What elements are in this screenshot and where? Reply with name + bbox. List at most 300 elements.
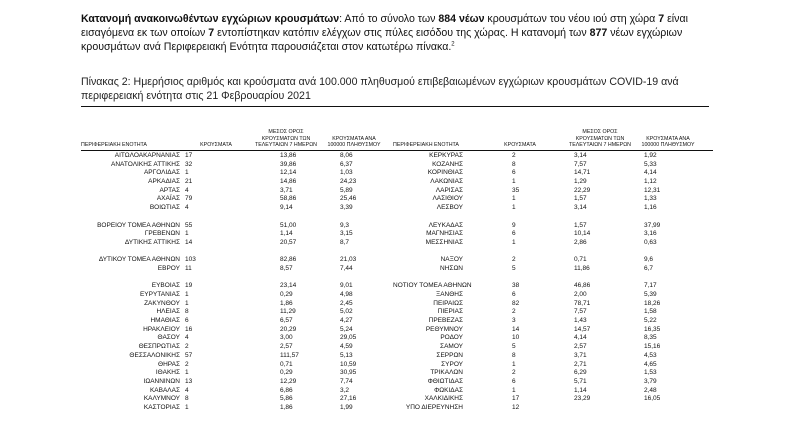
cell-avg bbox=[574, 404, 644, 413]
cell-avg: 0,29 bbox=[280, 369, 293, 377]
table-row bbox=[81, 387, 393, 396]
header-cases-right: ΚΡΟΥΣΜΑΤΑ bbox=[504, 142, 536, 149]
cell-unit: ΛΑΚΩΝΙΑΣ bbox=[430, 178, 463, 186]
table-row bbox=[393, 308, 713, 317]
cell-avg: 9,14 bbox=[280, 204, 293, 212]
cell-per100k: 1,58 bbox=[644, 308, 657, 316]
table-row bbox=[393, 195, 713, 204]
cell-unit: ΗΛΕΙΑΣ bbox=[156, 308, 180, 316]
cell-cases: 103 bbox=[185, 256, 196, 264]
table-row bbox=[393, 387, 713, 396]
cell-avg: 8,57 bbox=[280, 264, 293, 272]
header-per100k-right: ΚΡΟΥΣΜΑΤΑ ΑΝΑ 100000 ΠΛΗΘΥΣΜΟΥ bbox=[641, 135, 695, 149]
cell-unit: ΗΡΑΚΛΕΙΟΥ bbox=[143, 325, 180, 333]
cell-avg: 1,14 bbox=[280, 230, 293, 238]
cell-per100k: 4,98 bbox=[340, 291, 353, 298]
cell-unit: ΛΕΣΒΟΥ bbox=[436, 204, 463, 212]
table-row bbox=[393, 317, 713, 326]
header-avg-right: ΜΕΣΟΣ ΟΡΟΣ ΚΡΟΥΣΜΑΤΩΝ ΤΩΝ ΤΕΛΕΥΤΑΙΩΝ 7 ΗΜΕΡΩΝ bbox=[569, 129, 631, 149]
table-header-left bbox=[81, 127, 411, 149]
cell-unit: ΑΝΑΤΟΛΙΚΗΣ ΑΤΤΙΚΗΣ bbox=[111, 160, 180, 168]
table-row bbox=[81, 326, 393, 335]
cell-unit: ΔΥΤΙΚΟΥ ΤΟΜΕΑ ΑΘΗΝΩΝ bbox=[98, 256, 180, 264]
table-row bbox=[81, 204, 393, 213]
table-row-spacer bbox=[393, 248, 713, 257]
cell-per100k: 0,63 bbox=[644, 238, 657, 246]
cell-cases: 55 bbox=[185, 221, 193, 229]
table-row bbox=[81, 361, 393, 370]
cell-unit: ΑΧΑΪΑΣ bbox=[156, 195, 180, 203]
cell-unit: ΙΘΑΚΗΣ bbox=[155, 369, 180, 377]
cell-avg: 6,29 bbox=[574, 369, 587, 377]
cell-per100k: 7,74 bbox=[340, 377, 353, 385]
table-header-right bbox=[393, 127, 713, 149]
header-unit: ΠΕΡΙΦΕΡΕΙΑΚΗ ΕΝΟΤΗΤΑ bbox=[81, 142, 147, 149]
table-row bbox=[393, 230, 713, 239]
cell-per100k: 16,05 bbox=[644, 395, 661, 403]
intro-domestic: 877 bbox=[589, 27, 608, 40]
cell-per100k: 25,46 bbox=[340, 195, 357, 203]
cell-unit: ΜΑΓΝΗΣΙΑΣ bbox=[426, 230, 463, 238]
cell-per100k: 10,59 bbox=[340, 360, 357, 368]
cell-unit: ΕΥΡΥΤΑΝΙΑΣ bbox=[139, 291, 180, 298]
caption-divider bbox=[81, 106, 709, 107]
cell-unit: ΦΘΙΩΤΙΔΑΣ bbox=[427, 377, 463, 385]
table-row bbox=[81, 256, 393, 265]
intro-imported: 7 bbox=[658, 13, 665, 25]
cell-unit: ΣΑΜΟΥ bbox=[440, 343, 463, 351]
cell-per100k: 5,13 bbox=[340, 351, 353, 359]
cell-cases: 1 bbox=[185, 291, 189, 298]
cell-avg: 1,86 bbox=[280, 403, 293, 411]
cell-cases: 17 bbox=[185, 152, 193, 159]
cell-unit: ΡΕΘΥΜΝΟΥ bbox=[425, 325, 463, 333]
cell-cases: 1 bbox=[185, 369, 189, 377]
table-row bbox=[393, 152, 713, 161]
cell-avg: 0,71 bbox=[280, 360, 293, 368]
cell-per100k: 3,16 bbox=[644, 230, 657, 238]
cell-avg: 6,86 bbox=[280, 386, 293, 394]
cell-per100k: 5,02 bbox=[340, 308, 353, 316]
cell-unit: ΛΕΥΚΑΔΑΣ bbox=[428, 221, 463, 229]
cell-unit: ΦΩΚΙΔΑΣ bbox=[434, 386, 463, 394]
table-row bbox=[81, 334, 393, 343]
cell-unit: ΖΑΚΥΝΘΟΥ bbox=[144, 299, 180, 307]
cell-avg: 20,57 bbox=[280, 238, 297, 246]
cell-per100k: 21,03 bbox=[340, 256, 357, 264]
cell-unit: ΔΥΤΙΚΗΣ ΑΤΤΙΚΗΣ bbox=[124, 238, 180, 246]
cell-unit: ΠΙΕΡΙΑΣ bbox=[437, 308, 463, 316]
cell-cases: 2 bbox=[185, 360, 189, 368]
data-table-right bbox=[393, 152, 713, 413]
cell-per100k: 3,79 bbox=[644, 377, 657, 385]
cell-cases: 1 bbox=[512, 238, 516, 246]
cell-avg: 0,71 bbox=[574, 256, 587, 264]
cell-per100k: 7,44 bbox=[340, 264, 353, 272]
table-row bbox=[81, 291, 393, 300]
cell-avg: 3,71 bbox=[574, 351, 587, 359]
cell-cases: 57 bbox=[185, 351, 193, 359]
cell-per100k: 1,16 bbox=[644, 204, 657, 212]
cell-per100k: 1,92 bbox=[644, 152, 657, 159]
table-row bbox=[393, 334, 713, 343]
cell-avg: 1,43 bbox=[574, 317, 587, 325]
cell-unit: ΛΑΣΙΘΙΟΥ bbox=[432, 195, 463, 203]
cell-cases: 5 bbox=[512, 264, 516, 272]
cell-unit: ΧΑΛΚΙΔΙΚΗΣ bbox=[424, 395, 463, 403]
cell-unit: ΑΡΚΑΔΙΑΣ bbox=[148, 178, 180, 186]
cell-per100k bbox=[644, 404, 684, 413]
cell-avg: 2,71 bbox=[574, 360, 587, 368]
table-row bbox=[81, 265, 393, 274]
table-row bbox=[81, 404, 393, 413]
cell-cases: 8 bbox=[512, 160, 516, 168]
cell-avg: 111,57 bbox=[280, 351, 299, 359]
cell-unit: ΘΕΣΣΑΛΟΝΙΚΗΣ bbox=[129, 351, 180, 359]
cell-cases: 5 bbox=[512, 343, 516, 351]
cell-cases: 13 bbox=[185, 377, 193, 385]
cell-per100k: 3,39 bbox=[340, 204, 353, 212]
table-row bbox=[81, 282, 393, 291]
cell-avg: 12,29 bbox=[280, 377, 297, 385]
cell-cases: 1 bbox=[185, 299, 189, 307]
cell-per100k: 1,33 bbox=[644, 195, 657, 203]
cell-unit: ΡΟΔΟΥ bbox=[440, 334, 463, 342]
cell-cases: 6 bbox=[185, 317, 189, 325]
table-row-spacer bbox=[81, 213, 393, 222]
table-row bbox=[81, 161, 393, 170]
cell-avg: 13,86 bbox=[280, 152, 297, 159]
header-avg: ΜΕΣΟΣ ΟΡΟΣ ΚΡΟΥΣΜΑΤΩΝ ΤΩΝ ΤΕΛΕΥΤΑΙΩΝ 7 ΗΜΕΡΩΝ bbox=[255, 129, 317, 149]
cell-avg: 14,57 bbox=[574, 325, 591, 333]
cell-unit: ΣΥΡΟΥ bbox=[441, 360, 463, 368]
cell-cases: 1 bbox=[185, 169, 189, 177]
table-row bbox=[81, 178, 393, 187]
table-row bbox=[81, 152, 393, 161]
table-row bbox=[393, 204, 713, 213]
cell-per100k: 3,15 bbox=[340, 230, 353, 238]
cell-cases: 1 bbox=[512, 178, 516, 186]
table-row bbox=[81, 195, 393, 204]
intro-text-4: εντοπίστηκαν κατόπιν ελέγχων στις πύλες εισόδου της χώρας. Η κατανομή των bbox=[214, 27, 590, 40]
cell-per100k: 2,48 bbox=[644, 386, 657, 394]
table-row bbox=[81, 352, 393, 361]
cell-cases: 2 bbox=[512, 152, 516, 159]
cell-cases: 35 bbox=[512, 186, 520, 194]
cell-avg: 1,57 bbox=[574, 195, 587, 203]
cell-unit: ΣΕΡΡΩΝ bbox=[436, 351, 463, 359]
cell-per100k: 5,22 bbox=[644, 317, 657, 325]
table-row bbox=[81, 378, 393, 387]
cell-unit: ΛΑΡΙΣΑΣ bbox=[435, 186, 463, 194]
cell-avg: 5,71 bbox=[574, 377, 587, 385]
cell-unit: ΒΟΙΩΤΙΑΣ bbox=[149, 204, 180, 212]
cell-cases: 1 bbox=[185, 230, 189, 238]
cell-per100k: 30,95 bbox=[340, 369, 357, 377]
table-row bbox=[393, 239, 713, 248]
cell-per100k: 5,33 bbox=[644, 160, 657, 168]
cell-cases: 1 bbox=[512, 386, 516, 394]
cell-unit: ΚΑΣΤΟΡΙΑΣ bbox=[143, 403, 180, 411]
table-caption: Πίνακας 2: Ημερήσιος αριθμός και κρούσματα ανά 100.000 πληθυσμού επιβεβαιωμένων εγχώριων κρουσμάτων COVID-19 ανά περιφερειακή ενότητα στις 21 Φεβρουαρίου 2021 bbox=[81, 76, 679, 103]
cell-avg: 1,14 bbox=[574, 386, 587, 394]
table-row bbox=[393, 178, 713, 187]
cell-per100k: 12,31 bbox=[644, 186, 661, 194]
cell-cases: 21 bbox=[185, 178, 193, 186]
cell-avg: 10,14 bbox=[574, 230, 591, 238]
cell-unit: ΑΡΓΟΛΙΔΑΣ bbox=[143, 169, 180, 177]
table-row bbox=[81, 230, 393, 239]
table-row bbox=[393, 169, 713, 178]
cell-per100k: 9,3 bbox=[340, 221, 350, 229]
table-row bbox=[393, 352, 713, 361]
cell-unit: ΥΠΟ ΔΙΕΡΕΥΝΗΣΗ bbox=[405, 403, 463, 411]
cell-cases: 32 bbox=[185, 160, 193, 168]
cell-unit: ΚΟΖΑΝΗΣ bbox=[432, 160, 463, 168]
table-row bbox=[393, 256, 713, 265]
cell-unit: ΕΒΡΟΥ bbox=[157, 264, 180, 272]
cell-per100k: 1,12 bbox=[644, 178, 657, 186]
cell-avg: 2,57 bbox=[280, 343, 293, 351]
table-row bbox=[81, 395, 393, 404]
table-row bbox=[393, 378, 713, 387]
cell-per100k: 16,35 bbox=[644, 325, 661, 333]
cell-unit: ΚΑΛΥΜΝΟΥ bbox=[143, 395, 180, 403]
cell-cases: 6 bbox=[512, 230, 516, 238]
cell-cases: 8 bbox=[185, 395, 189, 403]
table-row-spacer bbox=[81, 274, 393, 283]
cell-avg: 2,00 bbox=[574, 291, 587, 298]
cell-cases: 79 bbox=[185, 195, 193, 203]
cell-avg: 7,57 bbox=[574, 160, 587, 168]
table-row bbox=[393, 282, 713, 291]
cell-avg: 11,29 bbox=[280, 308, 296, 316]
cell-cases: 14 bbox=[512, 325, 520, 333]
table-row bbox=[81, 317, 393, 326]
header-cases: ΚΡΟΥΣΜΑΤΑ bbox=[200, 142, 232, 149]
cell-unit: ΜΕΣΣΗΝΙΑΣ bbox=[425, 238, 463, 246]
cell-per100k: 1,53 bbox=[644, 369, 657, 377]
cell-per100k: 37,99 bbox=[644, 221, 661, 229]
cell-avg: 14,86 bbox=[280, 178, 297, 186]
table-row bbox=[393, 343, 713, 352]
cell-avg: 22,29 bbox=[574, 186, 591, 194]
cell-avg: 1,57 bbox=[574, 221, 587, 229]
cell-avg: 3,14 bbox=[574, 204, 587, 212]
table-row bbox=[81, 169, 393, 178]
cell-per100k: 6,7 bbox=[644, 264, 654, 272]
cell-cases: 1 bbox=[512, 360, 516, 368]
cell-per100k: 3,2 bbox=[340, 386, 350, 394]
cell-unit: ΑΙΤΩΛΟΑΚΑΡΝΑΝΙΑΣ bbox=[114, 152, 180, 159]
cell-cases: 17 bbox=[512, 395, 520, 403]
cell-per100k: 15,16 bbox=[644, 343, 661, 351]
cell-cases: 6 bbox=[512, 377, 516, 385]
cell-unit: ΞΑΝΘΗΣ bbox=[435, 291, 463, 298]
cell-avg: 3,71 bbox=[280, 186, 293, 194]
table-row-spacer bbox=[81, 248, 393, 257]
cell-per100k: 1,99 bbox=[340, 403, 353, 411]
intro-text-2: κρουσμάτων του νέου ιού στη χώρα bbox=[484, 13, 659, 25]
cell-avg: 11,86 bbox=[574, 264, 590, 272]
intro-gate-detected: 7 bbox=[208, 27, 215, 40]
header-unit-right: ΠΕΡΙΦΕΡΕΙΑΚΗ ΕΝΟΤΗΤΑ bbox=[393, 142, 459, 149]
cell-avg: 51,00 bbox=[280, 221, 297, 229]
table-row bbox=[393, 369, 713, 378]
cell-unit: ΚΑΒΑΛΑΣ bbox=[149, 386, 180, 394]
cell-cases: 2 bbox=[185, 343, 189, 351]
cell-avg: 4,14 bbox=[574, 334, 587, 342]
cell-per100k: 6,37 bbox=[340, 160, 353, 168]
cell-cases: 8 bbox=[512, 351, 516, 359]
cell-avg: 14,71 bbox=[574, 169, 591, 177]
table-row bbox=[81, 187, 393, 196]
intro-heading: Κατανομή ανακοινωθέντων εγχώριων κρουσμάτων bbox=[81, 13, 340, 25]
cell-avg: 6,57 bbox=[280, 317, 293, 325]
table-row bbox=[81, 343, 393, 352]
cell-cases: 2 bbox=[512, 308, 516, 316]
cell-cases: 2 bbox=[512, 256, 516, 264]
cell-avg: 78,71 bbox=[574, 299, 591, 307]
table-row bbox=[393, 265, 713, 274]
cell-unit: ΗΜΑΘΙΑΣ bbox=[150, 317, 180, 325]
cell-avg: 7,57 bbox=[574, 308, 587, 316]
cell-unit: ΝΟΤΙΟΥ ΤΟΜΕΑ ΑΘΗΝΩΝ bbox=[393, 282, 472, 290]
cell-avg: 3,14 bbox=[574, 152, 587, 159]
cell-unit: ΝΗΣΩΝ bbox=[440, 264, 463, 272]
cell-per100k: 8,35 bbox=[644, 334, 657, 342]
table-row bbox=[393, 187, 713, 196]
table-row bbox=[81, 308, 393, 317]
cell-cases: 82 bbox=[512, 299, 520, 307]
cell-avg: 12,14 bbox=[280, 169, 297, 177]
cell-avg: 20,29 bbox=[280, 325, 297, 333]
cell-per100k: 4,53 bbox=[644, 351, 657, 359]
table-row-spacer bbox=[393, 274, 713, 283]
intro-paragraph bbox=[81, 12, 709, 55]
cell-cases: 9 bbox=[512, 221, 516, 229]
header-underline-left bbox=[81, 150, 393, 151]
cell-per100k: 9,6 bbox=[644, 256, 654, 264]
table-row bbox=[81, 222, 393, 231]
cell-cases: 1 bbox=[185, 403, 189, 411]
cell-avg: 39,86 bbox=[280, 160, 297, 168]
cell-unit: ΘΗΡΑΣ bbox=[158, 360, 180, 368]
cell-per100k: 9,01 bbox=[340, 282, 353, 290]
cell-per100k: 4,14 bbox=[644, 169, 657, 177]
cell-per100k: 24,23 bbox=[340, 178, 357, 186]
cell-cases: 14 bbox=[185, 238, 193, 246]
cell-cases: 16 bbox=[185, 325, 193, 333]
cell-unit: ΝΑΞΟΥ bbox=[440, 256, 463, 264]
cell-per100k: 1,03 bbox=[340, 169, 353, 177]
cell-cases: 19 bbox=[185, 282, 193, 290]
cell-unit: ΓΡΕΒΕΝΩΝ bbox=[144, 230, 180, 238]
cell-per100k: 8,7 bbox=[340, 238, 350, 246]
table-row bbox=[393, 395, 713, 404]
table-row bbox=[393, 300, 713, 309]
cell-unit: ΠΡΕΒΕΖΑΣ bbox=[428, 317, 463, 325]
cell-avg: 1,86 bbox=[280, 299, 293, 307]
cell-cases: 8 bbox=[185, 308, 189, 316]
table-row-spacer bbox=[393, 213, 713, 222]
header-per100k: ΚΡΟΥΣΜΑΤΑ ΑΝΑ 100000 ΠΛΗΘΥΣΜΟΥ bbox=[327, 135, 381, 149]
cell-avg: 82,86 bbox=[280, 256, 297, 264]
intro-text-3: είναι εισαγόμενα εκ των οποίων bbox=[81, 13, 688, 40]
intro-total-new: 884 νέων bbox=[438, 13, 485, 25]
cell-unit: ΘΑΣΟΥ bbox=[157, 334, 180, 342]
cell-avg: 23,14 bbox=[280, 282, 297, 290]
footnote-marker: 2 bbox=[451, 41, 455, 48]
cell-cases: 10 bbox=[512, 334, 520, 342]
cell-unit: ΤΡΙΚΑΛΩΝ bbox=[430, 369, 463, 377]
intro-text-1: : Από το σύνολο των bbox=[339, 13, 439, 25]
cell-unit: ΚΕΡΚΥΡΑΣ bbox=[429, 152, 463, 159]
cell-cases: 12 bbox=[512, 403, 520, 411]
cell-cases: 6 bbox=[512, 169, 516, 177]
cell-avg: 46,86 bbox=[574, 282, 591, 290]
table-row bbox=[81, 369, 393, 378]
cell-per100k: 29,05 bbox=[340, 334, 357, 342]
cell-per100k: 5,89 bbox=[340, 186, 353, 194]
cell-cases: 4 bbox=[185, 386, 189, 394]
cell-cases: 4 bbox=[185, 186, 189, 194]
cell-avg: 2,57 bbox=[574, 343, 587, 351]
cell-unit: ΑΡΤΑΣ bbox=[159, 186, 180, 194]
table-row bbox=[393, 404, 713, 413]
cell-avg: 1,29 bbox=[574, 178, 587, 186]
cell-per100k: 18,26 bbox=[644, 299, 661, 307]
cell-unit: ΠΕΙΡΑΙΩΣ bbox=[433, 299, 463, 307]
cell-avg: 0,29 bbox=[280, 291, 293, 298]
cell-cases: 1 bbox=[512, 195, 516, 203]
header-underline-right bbox=[393, 150, 713, 151]
cell-cases: 11 bbox=[185, 264, 192, 272]
cell-unit: ΒΟΡΕΙΟΥ ΤΟΜΕΑ ΑΘΗΝΩΝ bbox=[97, 221, 180, 229]
cell-cases: 1 bbox=[512, 204, 516, 212]
cell-avg: 58,86 bbox=[280, 195, 297, 203]
table-row bbox=[81, 239, 393, 248]
cell-per100k: 8,06 bbox=[340, 152, 353, 159]
cell-avg: 3,00 bbox=[280, 334, 293, 342]
cell-avg: 5,86 bbox=[280, 395, 293, 403]
cell-per100k: 4,27 bbox=[340, 317, 353, 325]
cell-cases: 38 bbox=[512, 282, 520, 290]
intro-text-5: νέων εγχώριων κρουσμάτων ανά Περιφερειακή Ενότητα παρουσιάζεται στον κατωτέρω πίνακα. bbox=[81, 27, 683, 54]
cell-per100k: 7,17 bbox=[644, 282, 657, 290]
table-row bbox=[393, 161, 713, 170]
cell-unit: ΙΩΑΝΝΙΝΩΝ bbox=[143, 377, 180, 385]
cell-unit: ΚΟΡΙΝΘΙΑΣ bbox=[427, 169, 463, 177]
cell-unit: ΕΥΒΟΙΑΣ bbox=[151, 282, 180, 290]
cell-per100k: 4,59 bbox=[340, 343, 353, 351]
table-row bbox=[393, 222, 713, 231]
cell-per100k: 2,45 bbox=[340, 299, 353, 307]
cell-per100k: 5,24 bbox=[340, 325, 353, 333]
cell-cases: 4 bbox=[185, 204, 189, 212]
cell-cases: 4 bbox=[185, 334, 189, 342]
cell-avg: 2,86 bbox=[574, 238, 587, 246]
cell-cases: 6 bbox=[512, 291, 516, 298]
cell-cases: 2 bbox=[512, 369, 516, 377]
table-row bbox=[81, 300, 393, 309]
cell-per100k: 5,39 bbox=[644, 291, 657, 298]
cell-avg: 23,29 bbox=[574, 395, 591, 403]
cell-cases: 3 bbox=[512, 317, 516, 325]
cell-per100k: 27,16 bbox=[340, 395, 357, 403]
cell-per100k: 4,65 bbox=[644, 360, 657, 368]
table-row bbox=[393, 326, 713, 335]
